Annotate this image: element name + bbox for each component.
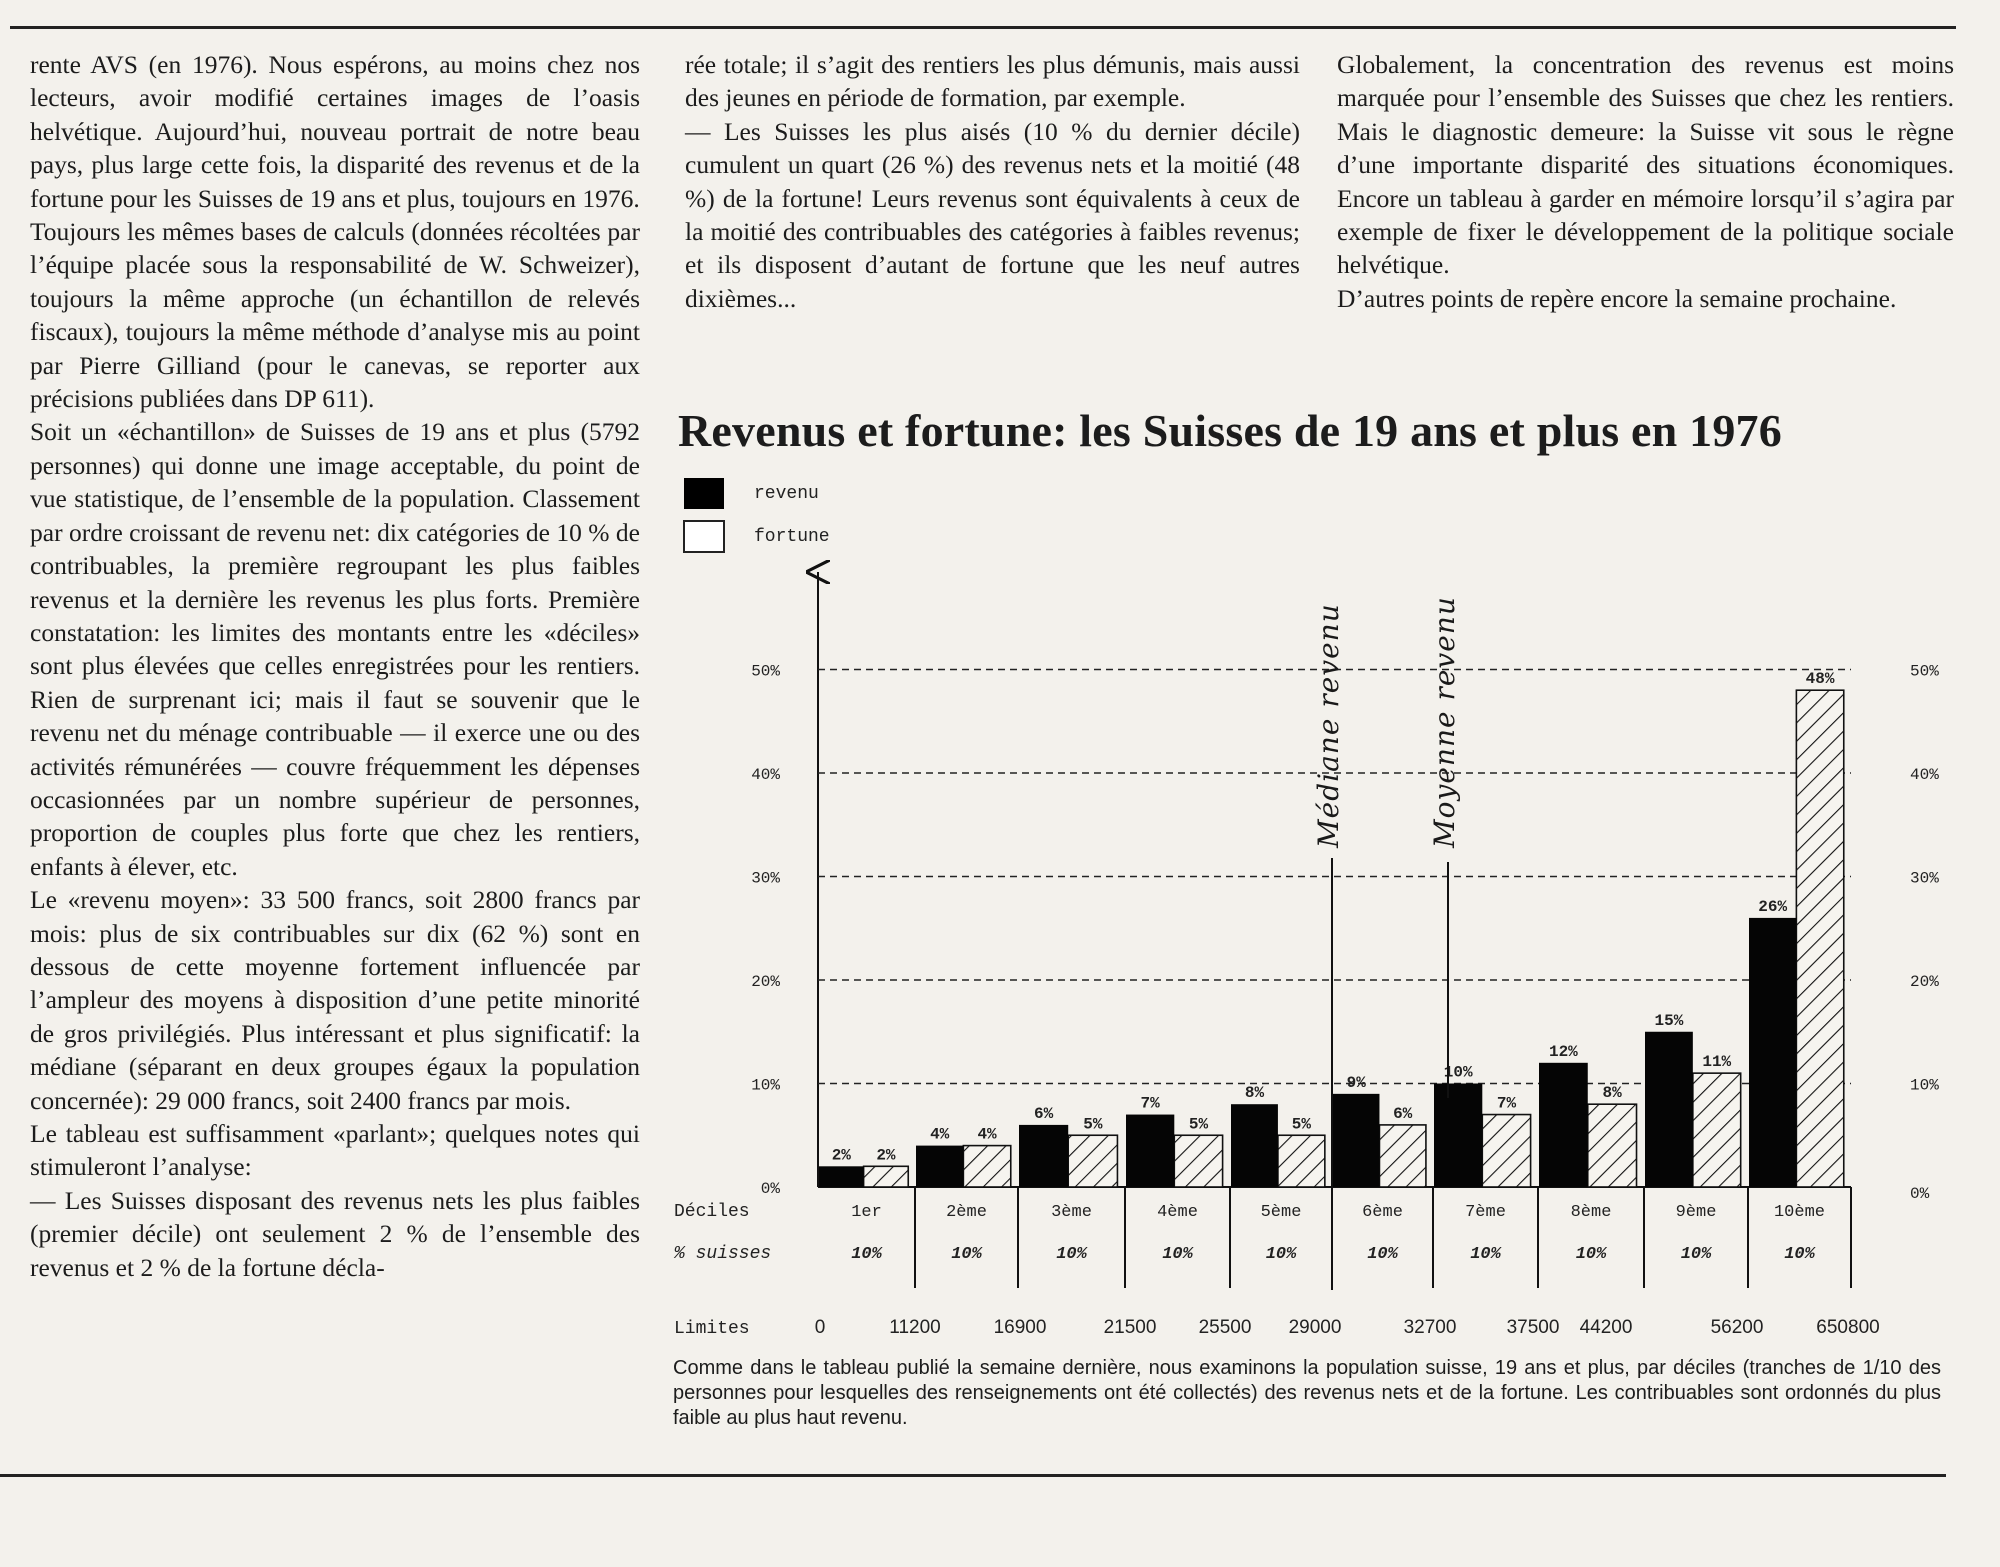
- col1-paragraph: Toujours les mêmes bases de calculs (données récoltées par l’équipe placée sous la responsabilité de W. Schweizer), toujours la même approche (un échantillon de relevés fiscaux), toujours la même méthode d’analyse mis au point par Pierre Gilliand (pour le canevas, se reporter aux précisions publiées dans DP 611).: [30, 217, 640, 414]
- y-tick-left: 10%: [751, 1076, 780, 1095]
- data-label-fortune: 8%: [1602, 1084, 1622, 1103]
- pct-label: 10%: [951, 1245, 982, 1264]
- y-tick-left: 20%: [751, 973, 780, 991]
- y-tick-left: 40%: [751, 766, 780, 784]
- bar-fortune: [1068, 1135, 1117, 1187]
- decile-label: 4ème: [1157, 1203, 1198, 1222]
- decile-label: 8ème: [1570, 1203, 1612, 1222]
- col1-paragraph: — Les Suisses disposant des revenus nets les plus faibles (premier décile) ont seulement 2 % de l’ensemble des revenus et 2 % de la fortune décla-: [30, 1185, 640, 1282]
- bar-fortune: [963, 1146, 1010, 1187]
- limit-label: 16900: [993, 1317, 1047, 1338]
- y-tick-right: 0%: [1910, 1185, 1930, 1203]
- data-label-fortune: 5%: [1291, 1115, 1311, 1134]
- bar-revenu: [1434, 1084, 1482, 1188]
- data-label-fortune: 5%: [1188, 1115, 1209, 1134]
- legend-fortune-swatch: [684, 521, 724, 552]
- limit-label: 37500: [1506, 1317, 1560, 1338]
- data-label-revenu: 6%: [1034, 1104, 1054, 1123]
- chart-caption: Comme dans le tableau publié la semaine dernière, nous examinons la population suisse, 19 ans et plus, par déciles (tranches de 1/10 des personnes pour lesquelles des renseignements ont été collectés) des revenus nets et de la fortune. Les contribuables sont ordonnés du plus faible au plus haut revenu.: [673, 1357, 1941, 1429]
- col2-paragraph: — Les Suisses les plus aisés (10 % du dernier décile) cumulent un quart (26 %) des revenus nets et la moitié (48 %) de la fortune! Leurs revenus sont équivalents à ceux de la moitié des contribuables des catégories à faibles revenus; et ils disposent d’autant de fortune que les neuf autres dixièmes...: [685, 116, 1300, 313]
- limit-label: 650800: [1816, 1317, 1880, 1338]
- limit-label: 21500: [1103, 1317, 1157, 1338]
- y-tick-right: 50%: [1910, 662, 1939, 681]
- bar-revenu: [1645, 1032, 1693, 1187]
- bar-revenu: [916, 1146, 963, 1187]
- limit-label: 56200: [1710, 1317, 1764, 1338]
- data-label-revenu: 9%: [1346, 1073, 1366, 1092]
- col3-paragraph: D’autres points de repère encore la semaine prochaine.: [1337, 283, 1897, 313]
- decile-label: 6ème: [1362, 1203, 1403, 1222]
- data-label-revenu: 15%: [1654, 1011, 1684, 1030]
- decile-label: 1er: [851, 1203, 882, 1222]
- limit-label: 11200: [889, 1317, 941, 1338]
- limit-label: 29000: [1288, 1317, 1342, 1338]
- col3-paragraph: Globalement, la concentration des revenus est moins marquée pour l’ensemble des Suisses que chez les rentiers. Mais le diagnostic demeure: la Suisse vit sous le règne d’une importante disparité des situations économiques. Encore un tableau à garder en mémoire lorsqu’il s’agira par exemple de fixer le développement de la politique sociale helvétique.: [1337, 50, 1954, 280]
- col1-paragraph: rente AVS (en 1976). Nous espérons, au moins chez nos lecteurs, avoir modifié certaines images de l’oasis helvétique. Aujourd’hui, nouveau portrait de notre beau pays, plus large cette fois, la disparité des revenus et de la fortune pour les Suisses de 19 ans et plus, toujours en 1976.: [30, 50, 640, 213]
- bar-revenu: [1539, 1063, 1588, 1187]
- bar-fortune: [1693, 1073, 1741, 1187]
- bar-fortune: [1588, 1104, 1637, 1187]
- row-label-deciles: Déciles: [674, 1202, 750, 1222]
- decile-label: 5ème: [1260, 1203, 1302, 1222]
- pct-label: 10%: [1367, 1245, 1398, 1264]
- annotation-label: Moyenne revenu: [1428, 596, 1461, 848]
- data-label-fortune: 48%: [1805, 670, 1835, 689]
- row-label-pct: % suisses: [674, 1244, 772, 1264]
- bar-revenu: [1231, 1104, 1278, 1187]
- bar-fortune: [1379, 1125, 1425, 1187]
- bar-revenu: [1019, 1125, 1068, 1187]
- data-label-fortune: 5%: [1083, 1115, 1103, 1134]
- limit-label: 32700: [1403, 1317, 1457, 1338]
- pct-label: 10%: [1784, 1245, 1815, 1264]
- data-label-revenu: 7%: [1140, 1094, 1160, 1113]
- data-label-fortune: 7%: [1496, 1094, 1517, 1113]
- data-label-revenu: 26%: [1758, 897, 1788, 916]
- legend-fortune-label: fortune: [754, 527, 830, 547]
- col1-paragraph: Le «revenu moyen»: 33 500 francs, soit 2800 francs par mois: plus de six contribuables sur dix (62 %) sont en dessous de cette moyenne fortement influencée par l’ampleur des moyens à disposition d’une petite minorité de gros privilégiés. Plus intéressant et plus significatif: la médiane (séparant en deux groupes égaux la population concernée): 29 000 francs, soit 2400 francs par mois.: [30, 885, 640, 1115]
- decile-label: 9ème: [1675, 1203, 1717, 1222]
- data-label-revenu: 4%: [930, 1125, 950, 1144]
- pct-label: 10%: [1056, 1245, 1087, 1264]
- y-tick-right: 30%: [1910, 869, 1939, 888]
- limit-label: 25500: [1198, 1317, 1252, 1338]
- bar-fortune: [1278, 1135, 1325, 1187]
- y-tick-right: 40%: [1910, 766, 1939, 784]
- annotation-label: Médiane revenu: [1312, 603, 1345, 848]
- bar-fortune: [1796, 690, 1843, 1187]
- y-tick-right: 20%: [1910, 973, 1939, 991]
- col1-paragraph: Le tableau est suffisamment «parlant»; quelques notes qui stimuleront l’analyse:: [30, 1119, 640, 1182]
- col2-paragraph: rée totale; il s’agit des rentiers les plus démunis, mais aussi des jeunes en période de formation, par exemple.: [685, 50, 1300, 113]
- pct-label: 10%: [1162, 1245, 1193, 1264]
- data-label-revenu: 8%: [1244, 1084, 1265, 1103]
- legend-revenu-label: revenu: [754, 484, 819, 504]
- col1-paragraph: Soit un «échantillon» de Suisses de 19 ans et plus (5792 personnes) qui donne une image acceptable, du point de vue statistique, de l’ensemble de la population. Classement par ordre croissant de revenu net: dix catégories de 10 % de contribuables, la première regroupant les plus faibles revenus et la dernière les revenus les plus forts. Première constatation: les limites des montants entre les «déciles» sont plus élevées que celles enregistrées pour les rentiers. Rien de surprenant ici; mais il faut se souvenir que le revenu net du ménage contribuable — il exerce une ou des activités rémunérées — couvre fréquemment les dépenses occasionnées par un nombre supérieur de personnes, proportion de couples plus forte que chez les rentiers, enfants à élever, etc.: [30, 417, 640, 881]
- limit-label: 0: [814, 1317, 826, 1338]
- y-tick-left: 50%: [751, 662, 780, 681]
- decile-label: 2ème: [946, 1203, 987, 1222]
- bar-fortune: [864, 1166, 909, 1187]
- data-label-revenu: 10%: [1443, 1063, 1473, 1082]
- bar-fortune: [1174, 1135, 1222, 1187]
- pct-label: 10%: [1265, 1245, 1297, 1264]
- y-tick-left: 30%: [751, 869, 780, 888]
- decile-label: 3ème: [1051, 1203, 1092, 1222]
- data-label-revenu: 12%: [1548, 1042, 1578, 1061]
- decile-label: 10ème: [1773, 1203, 1826, 1222]
- y-tick-left: 0%: [760, 1180, 780, 1198]
- bar-revenu: [819, 1166, 864, 1187]
- bar-revenu: [1749, 918, 1796, 1187]
- row-label-limits: Limites: [674, 1319, 750, 1339]
- pct-label: 10%: [1575, 1245, 1607, 1264]
- data-label-fortune: 2%: [876, 1146, 896, 1165]
- bar-revenu: [1126, 1115, 1174, 1187]
- pct-label: 10%: [851, 1245, 882, 1264]
- legend-revenu-swatch: [684, 478, 724, 509]
- pct-label: 10%: [1680, 1245, 1712, 1264]
- pct-label: 10%: [1470, 1245, 1501, 1264]
- bar-revenu: [1333, 1094, 1379, 1187]
- data-label-revenu: 2%: [831, 1146, 851, 1165]
- y-tick-right: 10%: [1910, 1076, 1939, 1095]
- data-label-fortune: 6%: [1393, 1104, 1413, 1123]
- data-label-fortune: 11%: [1702, 1053, 1732, 1072]
- decile-label: 7ème: [1465, 1203, 1506, 1222]
- limit-label: 44200: [1579, 1317, 1633, 1338]
- chart-title: Revenus et fortune: les Suisses de 19 ans et plus en 1976: [678, 405, 1782, 456]
- bar-fortune: [1482, 1115, 1530, 1187]
- data-label-fortune: 4%: [977, 1125, 997, 1144]
